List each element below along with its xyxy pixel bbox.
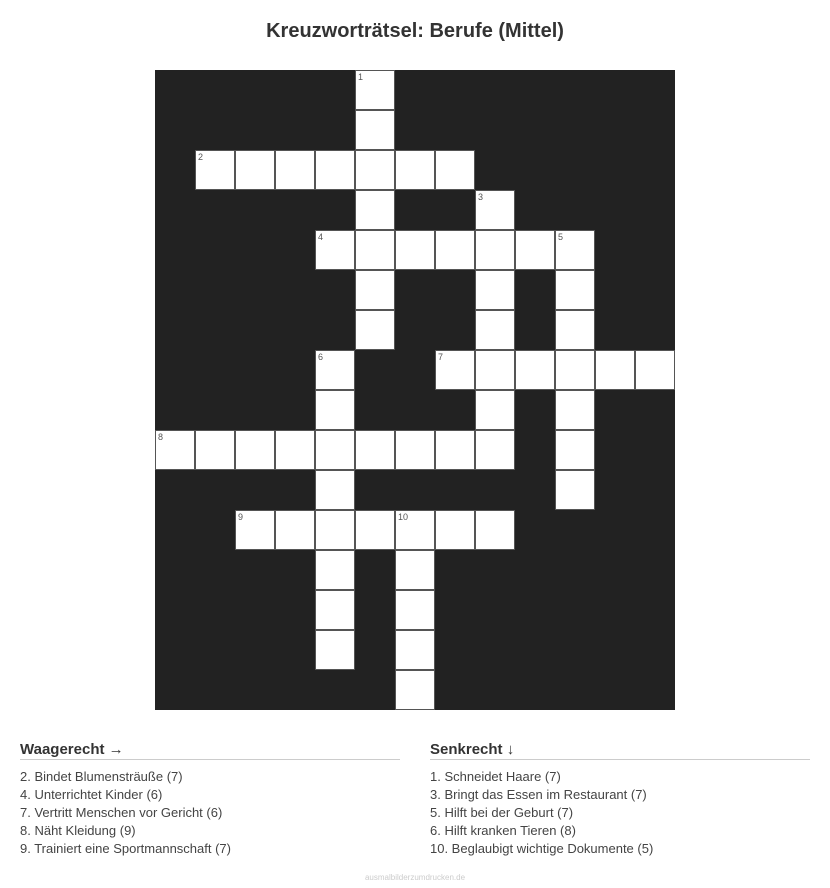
crossword-cell[interactable]	[355, 510, 395, 550]
down-clue: 6. Hilft kranken Tieren (8)	[430, 823, 576, 838]
crossword-cell[interactable]	[395, 630, 435, 670]
down-clue: 10. Beglaubigt wichtige Dokumente (5)	[430, 841, 654, 856]
crossword-cell[interactable]	[315, 390, 355, 430]
crossword-cell[interactable]	[315, 430, 355, 470]
footer-credit: ausmalbilderzumdrucken.de	[364, 873, 466, 882]
crossword-cell[interactable]	[395, 590, 435, 630]
clue-number: 10	[398, 512, 409, 522]
crossword-cell[interactable]	[635, 350, 675, 390]
crossword-cell[interactable]	[275, 510, 315, 550]
clue-number: 7	[438, 352, 444, 362]
crossword-cell[interactable]	[315, 550, 355, 590]
down-clue: 1. Schneidet Haare (7)	[430, 769, 561, 784]
crossword-cell[interactable]	[555, 310, 595, 350]
clue-number: 1	[358, 72, 364, 82]
crossword-cell[interactable]	[555, 350, 595, 390]
clue-number: 9	[238, 512, 244, 522]
page-title: Kreuzworträtsel: Berufe (Mittel)	[266, 20, 564, 42]
crossword-cell[interactable]	[235, 430, 275, 470]
crossword-cell[interactable]	[315, 590, 355, 630]
crossword-grid	[155, 70, 675, 710]
crossword-cell[interactable]	[395, 150, 435, 190]
crossword-cell[interactable]	[275, 150, 315, 190]
across-clue: 7. Vertritt Menschen vor Gericht (6)	[20, 805, 223, 820]
across-clues-panel	[20, 741, 400, 858]
clue-number: 4	[318, 232, 324, 242]
across-clue: 9. Trainiert eine Sportmannschaft (7)	[20, 841, 231, 856]
crossword-cell[interactable]	[555, 230, 595, 270]
crossword-cell[interactable]	[595, 350, 635, 390]
crossword-cell[interactable]	[395, 670, 435, 710]
crossword-cell[interactable]	[315, 510, 355, 550]
crossword-cell[interactable]	[475, 190, 515, 230]
crossword-cell[interactable]	[355, 70, 395, 110]
crossword-cell[interactable]	[355, 230, 395, 270]
crossword-cell[interactable]	[155, 430, 195, 470]
crossword-cell[interactable]	[435, 230, 475, 270]
crossword-cell[interactable]	[195, 150, 235, 190]
crossword-cell[interactable]	[355, 150, 395, 190]
down-clue: 3. Bringt das Essen im Restaurant (7)	[430, 787, 647, 802]
clue-number: 2	[198, 152, 204, 162]
crossword-cell[interactable]	[475, 270, 515, 310]
crossword-cell[interactable]	[395, 230, 435, 270]
crossword-cell[interactable]	[475, 390, 515, 430]
crossword-cell[interactable]	[475, 230, 515, 270]
crossword-cell[interactable]	[315, 630, 355, 670]
crossword-cell[interactable]	[555, 470, 595, 510]
crossword-cell[interactable]	[395, 550, 435, 590]
clue-number: 3	[478, 192, 484, 202]
crossword-cell[interactable]	[315, 150, 355, 190]
down-clues-panel	[430, 741, 810, 858]
crossword-cell[interactable]	[195, 430, 235, 470]
crossword-cell[interactable]	[435, 150, 475, 190]
crossword-cell[interactable]	[315, 230, 355, 270]
crossword-cell[interactable]	[355, 270, 395, 310]
crossword-cell[interactable]	[395, 510, 435, 550]
crossword-cell[interactable]	[555, 270, 595, 310]
crossword-cell[interactable]	[355, 430, 395, 470]
clue-number: 8	[158, 432, 164, 442]
clue-number: 6	[318, 352, 324, 362]
crossword-cell[interactable]	[555, 430, 595, 470]
crossword-cell[interactable]	[435, 510, 475, 550]
crossword-cell[interactable]	[475, 430, 515, 470]
crossword-cell[interactable]	[555, 390, 595, 430]
crossword-cell[interactable]	[475, 510, 515, 550]
crossword-cell[interactable]	[395, 430, 435, 470]
down-heading: Senkrecht ↓	[430, 741, 810, 760]
crossword-cell[interactable]	[435, 430, 475, 470]
crossword-cell[interactable]	[515, 230, 555, 270]
crossword-cell[interactable]	[275, 430, 315, 470]
crossword-cell[interactable]	[475, 350, 515, 390]
crossword-cell[interactable]	[235, 510, 275, 550]
crossword-cell[interactable]	[235, 150, 275, 190]
across-clue: 8. Näht Kleidung (9)	[20, 823, 136, 838]
down-clue: 5. Hilft bei der Geburt (7)	[430, 805, 574, 820]
crossword-cell[interactable]	[515, 350, 555, 390]
crossword-cell[interactable]	[315, 470, 355, 510]
across-clue: 4. Unterrichtet Kinder (6)	[20, 787, 163, 802]
clue-number: 5	[558, 232, 564, 242]
crossword-cell[interactable]	[355, 110, 395, 150]
crossword-cell[interactable]	[355, 190, 395, 230]
crossword-cell[interactable]	[315, 350, 355, 390]
crossword-cell[interactable]	[355, 310, 395, 350]
crossword-cell[interactable]	[435, 350, 475, 390]
crossword-cell[interactable]	[475, 310, 515, 350]
across-heading: Waagerecht →	[20, 741, 400, 760]
across-clue: 2. Bindet Blumensträuße (7)	[20, 769, 183, 784]
